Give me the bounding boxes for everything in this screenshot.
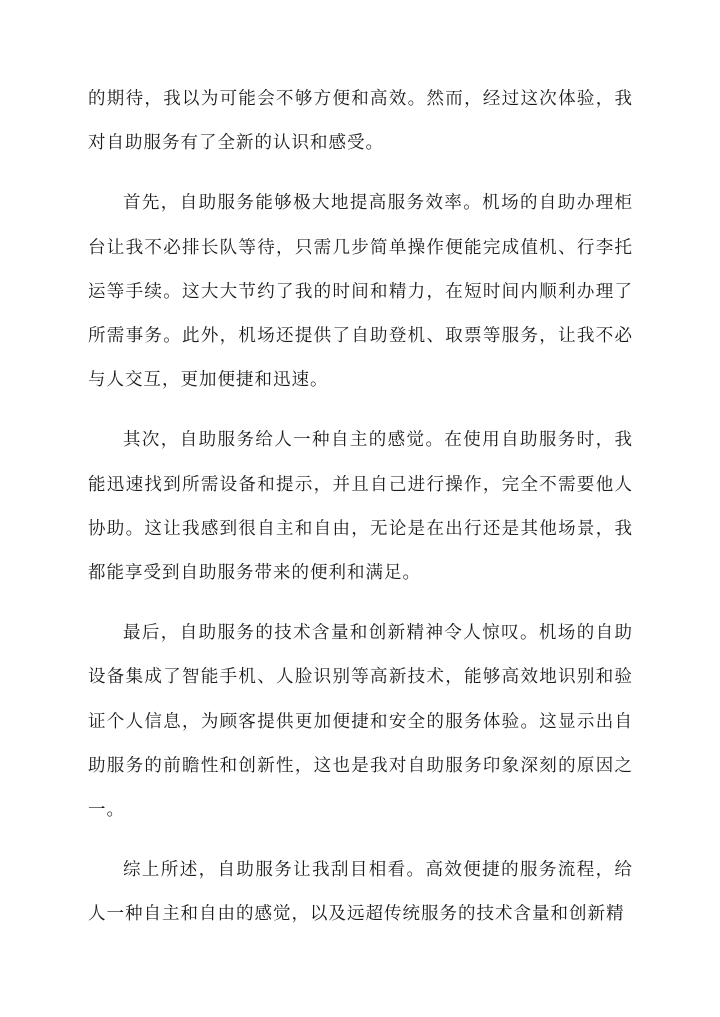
paragraph-intro-continued: 的期待，我以为可能会不够方便和高效。然而，经过这次体验，我对自助服务有了全新的认识和感受。 xyxy=(88,89,633,154)
body-text xyxy=(88,77,633,937)
paragraph-gap xyxy=(88,595,633,611)
paragraph-gap xyxy=(88,165,633,181)
paragraph-conclusion: 综上所述，自助服务让我刮目相看。高效便捷的服务流程，给人一种自主和自由的感觉，以及远超传统服务的技术含量和创新精 xyxy=(88,860,633,925)
paragraph-gap xyxy=(88,402,633,418)
paragraph-gap xyxy=(88,832,633,848)
paragraph-autonomy: 其次，自助服务给人一种自主的感觉。在使用自助服务时，我能迅速找到所需设备和提示，并且自己进行操作，完全不需要他人协助。这让我感到很自主和自由，无论是在出行还是其他场景，我都能享受到自助服务带来的便利和满足。 xyxy=(88,430,633,584)
paragraph-technology: 最后，自助服务的技术含量和创新精神令人惊叹。机场的自助设备集成了智能手机、人脸识别等高新技术，能够高效地识别和验证个人信息，为顾客提供更加便捷和安全的服务体验。这显示出自助服务的前瞻性和创新性，这也是我对自助服务印象深刻的原因之一。 xyxy=(88,623,633,821)
paragraph-efficiency: 首先，自助服务能够极大地提高服务效率。机场的自助办理柜台让我不必排长队等待，只需几步简单操作便能完成值机、行李托运等手续。这大大节约了我的时间和精力，在短时间内顺利办理了所需事务。此外，机场还提供了自助登机、取票等服务，让我不必与人交互，更加便捷和迅速。 xyxy=(88,193,633,391)
